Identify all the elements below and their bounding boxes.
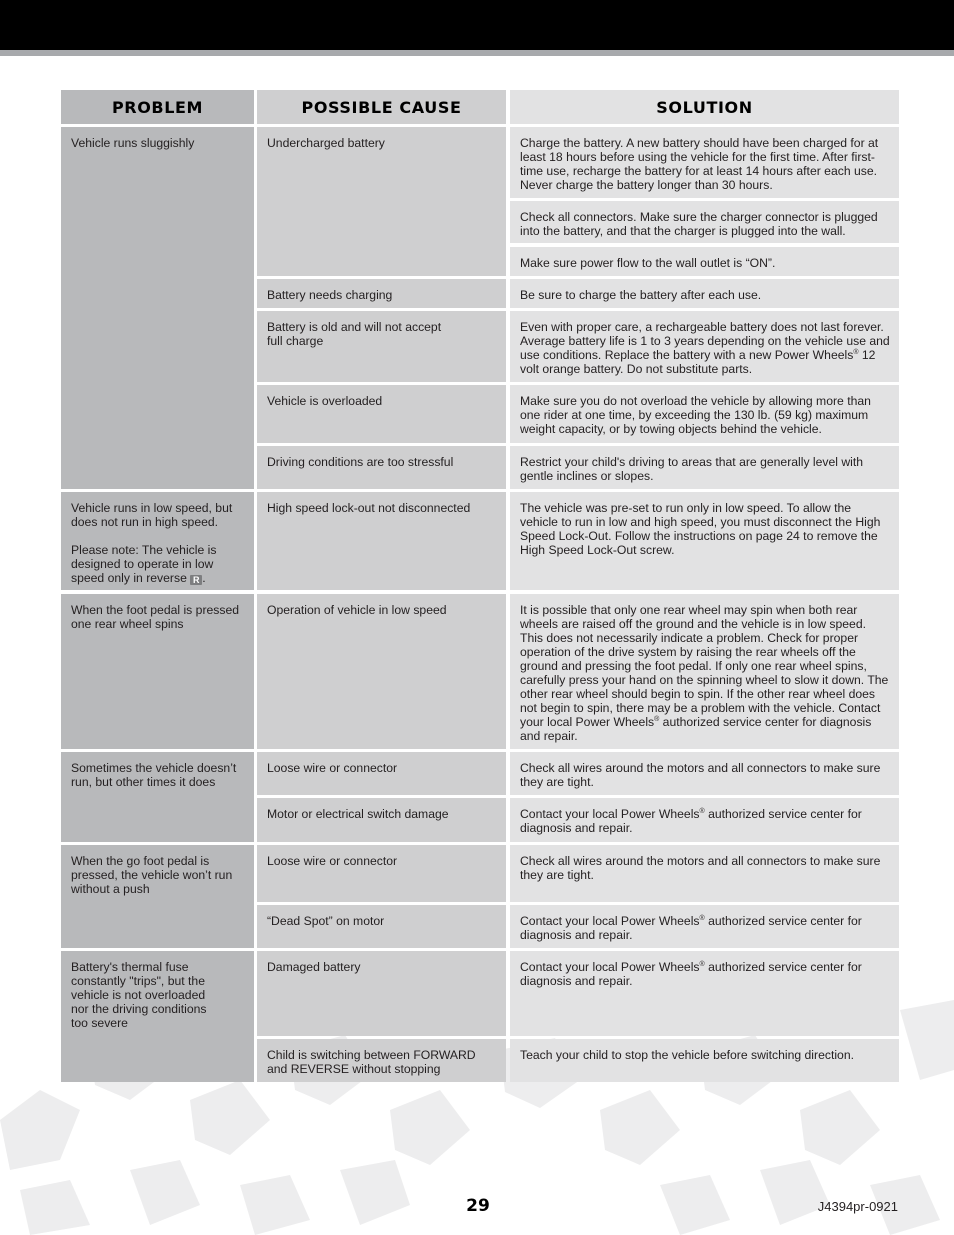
cause-cell [257, 127, 506, 276]
header-problem: PROBLEM [61, 90, 254, 124]
top-gray-stripe [0, 50, 954, 56]
cause-cell [257, 279, 506, 308]
cause-cell [257, 798, 506, 842]
problem-cell [61, 492, 254, 590]
solution-cell [510, 247, 899, 276]
solution-text: Make sure power flow to the wall outlet is “ON”. [520, 256, 776, 270]
cause-text: Child is switching between FORWARD and REVERSE without stopping [267, 1048, 476, 1076]
cause-text: Driving conditions are too stressful [267, 455, 454, 469]
problem-cell [61, 845, 254, 948]
cause-text: Battery is old and will not accept full charge [267, 320, 442, 348]
solution-text: Contact your local Power Wheels® authorized service center for diagnosis and repair. [520, 807, 862, 835]
header-solution: SOLUTION [510, 90, 899, 124]
solution-cell [510, 127, 899, 198]
solution-text: Charge the battery. A new battery should have been charged for at least 18 hours before using the vehicle for the first time. After first-time use, recharge the battery for at least 14 hours after each use. Never charge the battery longer than 30 hours. [520, 136, 879, 192]
problem-cell [61, 594, 254, 749]
cause-text: Operation of vehicle in low speed [267, 603, 447, 617]
cause-cell [257, 845, 506, 902]
solution-cell [510, 1039, 899, 1082]
solution-cell [510, 311, 899, 382]
solution-cell [510, 385, 899, 443]
solution-cell [510, 594, 899, 749]
solution-text: Even with proper care, a rechargeable battery does not last forever. Average battery life is 1 to 3 years depending on the vehicle use and use conditions. Replace the battery with a new Power Wheels® 12 volt orange battery. Do not substitute parts. [520, 320, 890, 376]
header-possible-cause: POSSIBLE CAUSE [257, 90, 506, 124]
problem-text: When the go foot pedal is pressed, the vehicle won’t run without a push [71, 854, 233, 896]
reverse-r-icon: R [190, 575, 202, 585]
cause-cell [257, 1039, 506, 1082]
problem-text: Vehicle runs in low speed, but does not run in high speed. [71, 501, 233, 529]
problem-text: When the foot pedal is pressed one rear wheel spins [71, 603, 240, 631]
solution-cell [510, 845, 899, 902]
cause-text: High speed lock-out not disconnected [267, 501, 471, 515]
solution-text: It is possible that only one rear wheel may spin when both rear wheels are raised off the ground and the vehicle is in low speed. This does not necessarily indicate a problem. Check for proper operation of the drive system by raising the rear wheels off the ground and pressing the foot pedal. If only one rear wheel spins, carefully press your hand on the spinning wheel to slow it down. The other rear wheel should begin to spin. If the other rear wheel does not begin to spin, there may be a problem with the vehicle. Contact your local Power Wheels® authorized service center for diagnosis and repair. [520, 603, 889, 743]
problem-text: Vehicle runs sluggishly [71, 136, 195, 150]
problem-text: Sometimes the vehicle doesn’t run, but other times it does [71, 761, 237, 789]
solution-cell [510, 905, 899, 948]
solution-text: Be sure to charge the battery after each use. [520, 288, 762, 302]
cause-cell [257, 905, 506, 948]
problem-note-text: Please note: The vehicle is designed to operate in low speed only in reverse [71, 543, 217, 585]
cause-text: Motor or electrical switch damage [267, 807, 449, 821]
problem-note: Please note: The vehicle is designed to operate in low speed only in reverse R . [71, 543, 217, 585]
cause-text: Loose wire or connector [267, 761, 398, 775]
solution-text: Contact your local Power Wheels® authorized service center for diagnosis and repair. [520, 914, 862, 942]
solution-text: Check all wires around the motors and all connectors to make sure they are tight. [520, 854, 881, 882]
cause-cell [257, 752, 506, 795]
cause-text: Vehicle is overloaded [267, 394, 383, 408]
cause-cell [257, 594, 506, 749]
solution-text: The vehicle was pre-set to run only in low speed. To allow the vehicle to run in low and high speed, you must disconnect the High Speed Lock-Out. Follow the instructions on page 24 to remove the High Speed Lock-Out screw. [520, 501, 881, 557]
solution-cell [510, 752, 899, 795]
cause-cell [257, 951, 506, 1036]
cause-text: Battery needs charging [267, 288, 393, 302]
solution-text: Check all connectors. Make sure the charger connector is plugged into the battery, and that the charger is plugged into the wall. [520, 210, 878, 238]
cause-cell [257, 446, 506, 489]
cause-cell [257, 492, 506, 590]
solution-cell [510, 492, 899, 590]
solution-cell [510, 798, 899, 842]
problem-cell [61, 127, 254, 489]
solution-cell [510, 446, 899, 489]
solution-text: Teach your child to stop the vehicle before switching direction. [520, 1048, 854, 1062]
solution-text: Check all wires around the motors and all connectors to make sure they are tight. [520, 761, 881, 789]
cause-text: Loose wire or connector [267, 854, 398, 868]
document-code: J4394pr-0921 [817, 1199, 898, 1214]
page-number: 29 [466, 1196, 490, 1216]
solution-text: Make sure you do not overload the vehicle by allowing more than one rider at one time, by exceeding the 130 lb. (59 kg) maximum weight capacity, or by towing objects behind the vehicle. [520, 394, 871, 436]
cause-text: Damaged battery [267, 960, 361, 974]
solution-cell [510, 279, 899, 308]
problem-cell [61, 752, 254, 842]
problem-cell [61, 951, 254, 1082]
cause-cell [257, 385, 506, 443]
solution-text: Restrict your child's driving to areas that are generally level with gentle inclines or slopes. [520, 455, 864, 483]
solution-cell [510, 201, 899, 243]
cause-cell [257, 311, 506, 382]
cause-text: Undercharged battery [267, 136, 385, 150]
top-black-bar [0, 0, 954, 50]
solution-cell [510, 951, 899, 1036]
solution-text: Contact your local Power Wheels® authorized service center for diagnosis and repair. [520, 960, 862, 988]
problem-text: Battery's thermal fuse constantly "trips", but the vehicle is not overloaded nor the driving conditions too severe [71, 960, 207, 1030]
cause-text: “Dead Spot” on motor [267, 914, 385, 928]
